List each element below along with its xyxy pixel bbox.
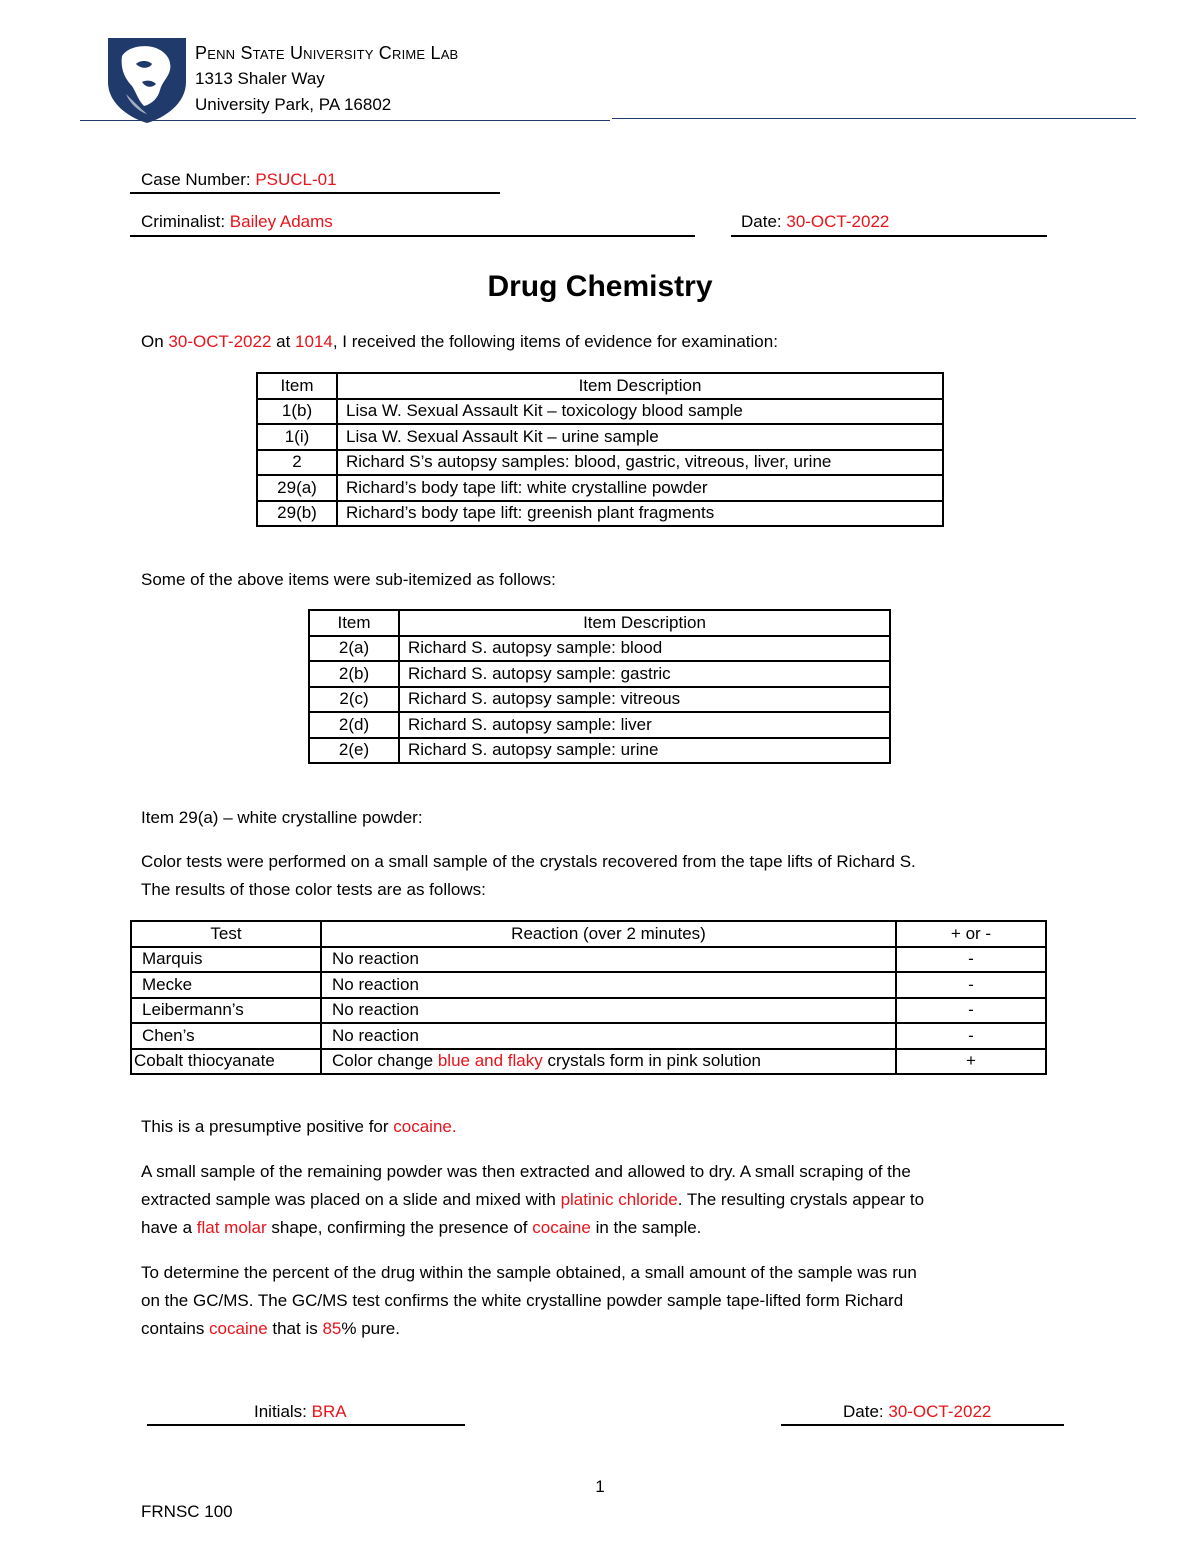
microcrystal-line-2	[141, 1186, 1061, 1214]
test-cell: Chen’s	[131, 1023, 321, 1049]
gcms-line-2: on the GC/MS. The GC/MS test confirms the white crystalline powder sample tape-lifted form Richard	[141, 1291, 904, 1310]
description-cell: Richard S. autopsy sample: urine	[399, 738, 890, 764]
column-header: Item Description	[399, 610, 890, 636]
description-cell: Richard S. autopsy sample: liver	[399, 712, 890, 738]
microcrystal-line-3	[141, 1214, 1061, 1242]
table-row	[131, 1023, 1046, 1049]
description-cell: Richard S. autopsy sample: gastric	[399, 661, 890, 687]
microcrystal-text: in the sample.	[590, 1218, 702, 1237]
item-cell: 2(a)	[309, 636, 399, 662]
case-date-underline	[731, 235, 1047, 237]
penn-state-shield-logo	[106, 34, 188, 124]
reaction-cell: No reaction	[321, 1023, 896, 1049]
reaction-cell: No reaction	[321, 947, 896, 973]
initials-label: Initials:	[254, 1402, 312, 1421]
description-cell: Richard S’s autopsy samples: blood, gastric, vitreous, liver, urine	[337, 450, 943, 476]
column-header: Reaction (over 2 minutes)	[321, 921, 896, 947]
test-cell: Mecke	[131, 972, 321, 998]
table-row	[309, 687, 890, 713]
address-line-2: University Park, PA 16802	[195, 95, 392, 114]
intro-paragraph	[141, 328, 1061, 356]
gcms-text: that is	[267, 1319, 323, 1338]
subitem-intro: Some of the above items were sub-itemized as follows:	[141, 570, 556, 589]
gcms-drug: cocaine	[209, 1319, 268, 1338]
result-cell: +	[896, 1049, 1046, 1075]
microcrystal-drug: cocaine	[532, 1218, 591, 1237]
table-row	[257, 450, 943, 476]
header-rule-left	[80, 120, 610, 121]
reaction-cell: No reaction	[321, 998, 896, 1024]
color-tests-intro-line-2: The results of those color tests are as follows:	[141, 880, 486, 899]
address-line-1: 1313 Shaler Way	[195, 69, 325, 88]
item-cell: 1(i)	[257, 424, 337, 450]
column-header: Item	[309, 610, 399, 636]
gcms-line-3	[141, 1315, 1061, 1343]
microcrystal-reagent: platinic chloride	[560, 1190, 678, 1209]
lab-name: Penn State University Crime Lab	[195, 43, 459, 63]
case-date-field	[741, 212, 889, 232]
case-number-label: Case Number:	[141, 170, 256, 189]
intro-text-2: at	[271, 332, 296, 351]
color-tests-intro-line-1: Color tests were performed on a small sample of the crystals recovered from the tape lifts of Richard S.	[141, 852, 916, 871]
table-row	[257, 399, 943, 425]
table-row	[309, 636, 890, 662]
table-row	[257, 501, 943, 527]
intro-date: 30-OCT-2022	[168, 332, 272, 351]
result-cell: -	[896, 998, 1046, 1024]
signoff-date-value: 30-OCT-2022	[888, 1402, 992, 1421]
color-tests-table	[130, 920, 1047, 1075]
table-row	[257, 424, 943, 450]
reaction-cell	[321, 1049, 896, 1075]
table-row	[131, 1049, 1046, 1075]
gcms-text: % pure.	[341, 1319, 400, 1338]
result-cell: -	[896, 972, 1046, 998]
table-row	[131, 972, 1046, 998]
signoff-date-underline	[781, 1424, 1064, 1426]
item-cell: 29(b)	[257, 501, 337, 527]
microcrystal-text: extracted sample was placed on a slide and mixed with	[141, 1190, 561, 1209]
item-cell: 29(a)	[257, 475, 337, 501]
criminalist-field	[141, 212, 333, 232]
gcms-line-1: To determine the percent of the drug within the sample obtained, a small amount of the sample was run	[141, 1263, 917, 1282]
presumptive-drug: cocaine.	[393, 1117, 457, 1136]
column-header: Test	[131, 921, 321, 947]
description-cell: Lisa W. Sexual Assault Kit – toxicology blood sample	[337, 399, 943, 425]
column-header: Item	[257, 373, 337, 399]
reaction-text: Color change	[332, 1051, 438, 1071]
test-cell: Marquis	[131, 947, 321, 973]
lab-address-block	[195, 40, 458, 118]
case-number-value: PSUCL-01	[255, 170, 337, 189]
item-cell: 2(c)	[309, 687, 399, 713]
page-title: Drug Chemistry	[487, 270, 713, 303]
table-header-row	[309, 610, 890, 636]
column-header: Item Description	[337, 373, 943, 399]
signoff-date-label: Date:	[843, 1402, 889, 1421]
case-number-underline	[130, 192, 500, 194]
signoff-date-field	[843, 1402, 991, 1422]
table-row	[257, 475, 943, 501]
reaction-text: crystals form in pink solution	[542, 1051, 761, 1071]
table-header-row	[257, 373, 943, 399]
description-cell: Richard’s body tape lift: white crystalline powder	[337, 475, 943, 501]
gcms-text: contains	[141, 1319, 210, 1338]
criminalist-underline	[130, 235, 695, 237]
description-cell: Richard S. autopsy sample: blood	[399, 636, 890, 662]
microcrystal-paragraph	[141, 1158, 1061, 1242]
description-cell: Lisa W. Sexual Assault Kit – urine sample	[337, 424, 943, 450]
description-cell: Richard’s body tape lift: greenish plant fragments	[337, 501, 943, 527]
criminalist-label: Criminalist:	[141, 212, 230, 231]
criminalist-value: Bailey Adams	[229, 212, 333, 231]
microcrystal-text: . The resulting crystals appear to	[677, 1190, 925, 1209]
evidence-table	[256, 372, 944, 527]
microcrystal-text: have a	[141, 1218, 197, 1237]
microcrystal-text: shape, confirming the presence of	[266, 1218, 533, 1237]
intro-time: 1014	[295, 332, 333, 351]
test-cell: Cobalt thiocyanate	[131, 1049, 321, 1075]
color-tests-intro	[141, 848, 1061, 904]
course-code: FRNSC 100	[141, 1502, 233, 1521]
table-header-row	[131, 921, 1046, 947]
intro-text-1: On	[141, 332, 169, 351]
item-cell: 2	[257, 450, 337, 476]
gcms-percent: 85	[322, 1319, 342, 1338]
item-cell: 2(e)	[309, 738, 399, 764]
table-row	[131, 998, 1046, 1024]
case-date-value: 30-OCT-2022	[786, 212, 890, 231]
item-cell: 1(b)	[257, 399, 337, 425]
initials-underline	[147, 1424, 465, 1426]
initials-value: BRA	[311, 1402, 347, 1421]
test-cell: Leibermann’s	[131, 998, 321, 1024]
item-29a-heading: Item 29(a) – white crystalline powder:	[141, 808, 423, 827]
case-number-field	[141, 170, 337, 190]
table-row	[309, 661, 890, 687]
table-row	[309, 712, 890, 738]
reaction-highlight: blue and flaky	[437, 1051, 543, 1071]
header-rule-right	[612, 118, 1136, 119]
microcrystal-shape: flat molar	[196, 1218, 267, 1237]
page-number: 1	[595, 1477, 605, 1496]
initials-field	[254, 1402, 347, 1422]
presumptive-paragraph	[141, 1113, 1061, 1141]
result-cell: -	[896, 947, 1046, 973]
item-cell: 2(d)	[309, 712, 399, 738]
column-header: + or -	[896, 921, 1046, 947]
presumptive-text: This is a presumptive positive for	[141, 1117, 394, 1136]
table-row	[131, 947, 1046, 973]
microcrystal-line-1: A small sample of the remaining powder was then extracted and allowed to dry. A small scraping of the	[141, 1162, 911, 1181]
item-cell: 2(b)	[309, 661, 399, 687]
subitem-table	[308, 609, 891, 764]
gcms-paragraph	[141, 1259, 1061, 1343]
case-date-label: Date:	[741, 212, 787, 231]
result-cell: -	[896, 1023, 1046, 1049]
description-cell: Richard S. autopsy sample: vitreous	[399, 687, 890, 713]
table-row	[309, 738, 890, 764]
intro-text-3: , I received the following items of evidence for examination:	[332, 332, 778, 351]
reaction-cell: No reaction	[321, 972, 896, 998]
